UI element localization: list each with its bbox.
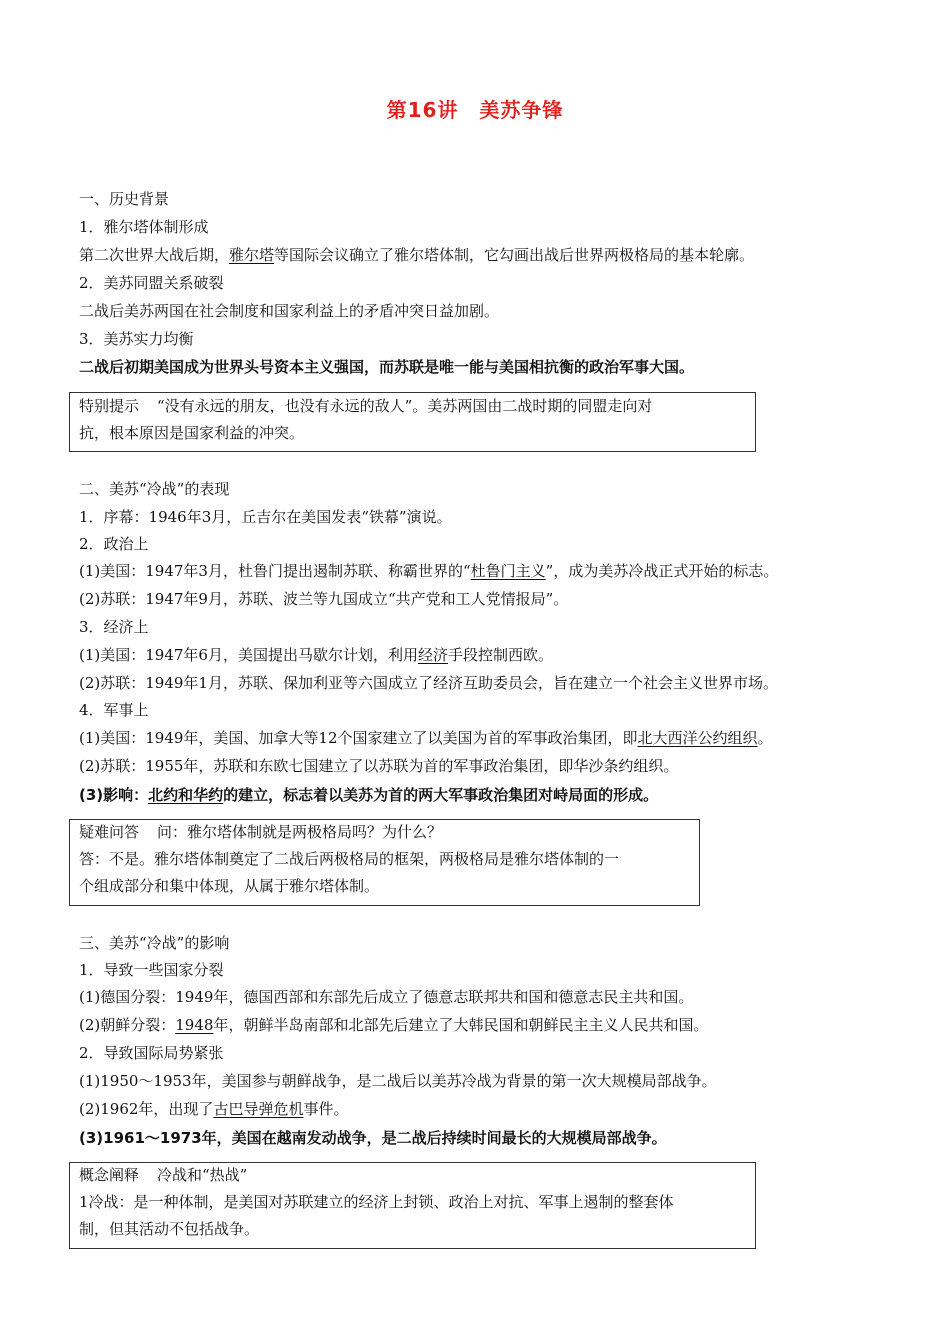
concept-line-2: 制，但其活动不包括战争。 bbox=[79, 1220, 260, 1238]
point-alliance-text: 二战后美苏两国在社会制度和国家利益上的矛盾冲突日益加剧。 bbox=[79, 302, 500, 320]
blank-nato-warsaw: 北约和华约 bbox=[148, 786, 224, 804]
qa-label: 疑难问答 bbox=[79, 823, 140, 841]
s3-line-7: (3)1961～1973年，美国在越南发动战争，是二战后持续时间最长的大规模局部战争。 bbox=[79, 1129, 667, 1147]
s2-line-3: (1)美国：1947年3月，杜鲁门提出遏制苏联、称霸世界的“杜鲁门主义”，成为美苏冷战正式开始的标志。 bbox=[79, 562, 779, 580]
s2-line-9: (1)美国：1949年，美国、加拿大等12个国家建立了以美国为首的军事政治集团，即北大西洋公约组织。 bbox=[79, 729, 773, 747]
s2-line-6: (1)美国：1947年6月，美国提出马歇尔计划，利用经济手段控制西欧。 bbox=[79, 646, 553, 664]
point-balance-text: 二战后初期美国成为世界头号资本主义强国，而苏联是唯一能与美国相抗衡的政治军事大国。 bbox=[79, 358, 695, 376]
qa-answer-1: 答：不是。雅尔塔体制奠定了二战后两极格局的框架，两极格局是雅尔塔体制的一 bbox=[79, 850, 620, 868]
s2-line-7: (2)苏联：1949年1月，苏联、保加利亚等六国成立了经济互助委员会，旨在建立一个社会主义世界市场。 bbox=[79, 674, 778, 692]
section-heading-manifestation: 二、美苏“冷战”的表现 bbox=[79, 480, 230, 498]
tip-line-2: 抗，根本原因是国家利益的冲突。 bbox=[79, 424, 305, 442]
blank-cuba: 古巴导弹危机 bbox=[213, 1100, 304, 1118]
s2-line-11: (3)影响：北约和华约的建立，标志着以美苏为首的两大军事政治集团对峙局面的形成。 bbox=[79, 786, 659, 804]
s3-line-4: 2．导致国际局势紧张 bbox=[79, 1044, 224, 1062]
s3-line-2: (1)德国分裂：1949年，德国西部和东部先后成立了德意志联邦共和国和德意志民主共和国。 bbox=[79, 988, 694, 1006]
blank-economy: 经济 bbox=[417, 646, 448, 664]
qa-question: 疑难问答 问：雅尔塔体制就是两极格局吗？为什么？ bbox=[79, 823, 443, 841]
concept-box bbox=[69, 1162, 756, 1249]
s3-line-5: (1)1950～1953年，美国参与朝鲜战争，是二战后以美苏冷战为背景的第一次大规模局部战争。 bbox=[79, 1072, 717, 1090]
point-balance-title: 3．美苏实力均衡 bbox=[79, 330, 194, 348]
blank-nato: 北大西洋公约组织 bbox=[637, 729, 758, 747]
s2-line-2: 2．政治上 bbox=[79, 535, 149, 553]
s3-line-1: 1．导致一些国家分裂 bbox=[79, 961, 224, 979]
s2-line-5: 3．经济上 bbox=[79, 618, 149, 636]
s2-line-4: (2)苏联：1947年9月，苏联、波兰等九国成立“共产党和工人党情报局”。 bbox=[79, 590, 569, 608]
s3-line-3: (2)朝鲜分裂：1948年，朝鲜半岛南部和北部先后建立了大韩民国和朝鲜民主主义人民共和国。 bbox=[79, 1016, 709, 1034]
concept-line-1: 1冷战：是一种体制，是美国对苏联建立的经济上封锁、政治上对抗、军事上遏制的整套体 bbox=[79, 1193, 674, 1211]
blank-yalta: 雅尔塔 bbox=[229, 246, 275, 264]
s3-line-6: (2)1962年，出现了古巴导弹危机事件。 bbox=[79, 1100, 349, 1118]
s2-line-1: 1．序幕：1946年3月，丘吉尔在美国发表“铁幕”演说。 bbox=[79, 508, 452, 526]
qa-answer-2: 个组成部分和集中体现，从属于雅尔塔体制。 bbox=[79, 877, 380, 895]
blank-1948: 1948 bbox=[175, 1016, 214, 1034]
concept-heading: 概念阐释 冷战和“热战” bbox=[79, 1166, 248, 1184]
tip-label: 特别提示 bbox=[79, 397, 140, 415]
section-heading-background: 一、历史背景 bbox=[79, 190, 170, 208]
tip-box bbox=[69, 392, 756, 452]
qa-box bbox=[69, 819, 700, 906]
s2-line-10: (2)苏联：1955年，苏联和东欧七国建立了以苏联为首的军事政治集团，即华沙条约组织。 bbox=[79, 757, 679, 775]
section-heading-impact: 三、美苏“冷战”的影响 bbox=[79, 934, 230, 952]
point-alliance-title: 2．美苏同盟关系破裂 bbox=[79, 274, 224, 292]
point-yalta-title: 1．雅尔塔体制形成 bbox=[79, 218, 209, 236]
tip-line-1: 特别提示 “没有永远的朋友，也没有永远的敌人”。美苏两国由二战时期的同盟走向对 bbox=[79, 397, 653, 415]
s2-line-8: 4．军事上 bbox=[79, 701, 149, 719]
blank-truman: 杜鲁门主义 bbox=[470, 562, 546, 580]
page-title: 第16讲 美苏争锋 bbox=[386, 98, 564, 122]
concept-label: 概念阐释 bbox=[79, 1166, 140, 1184]
point-yalta-text: 第二次世界大战后期，雅尔塔等国际会议确立了雅尔塔体制，它勾画出战后世界两极格局的基本轮廓。 bbox=[79, 246, 755, 264]
